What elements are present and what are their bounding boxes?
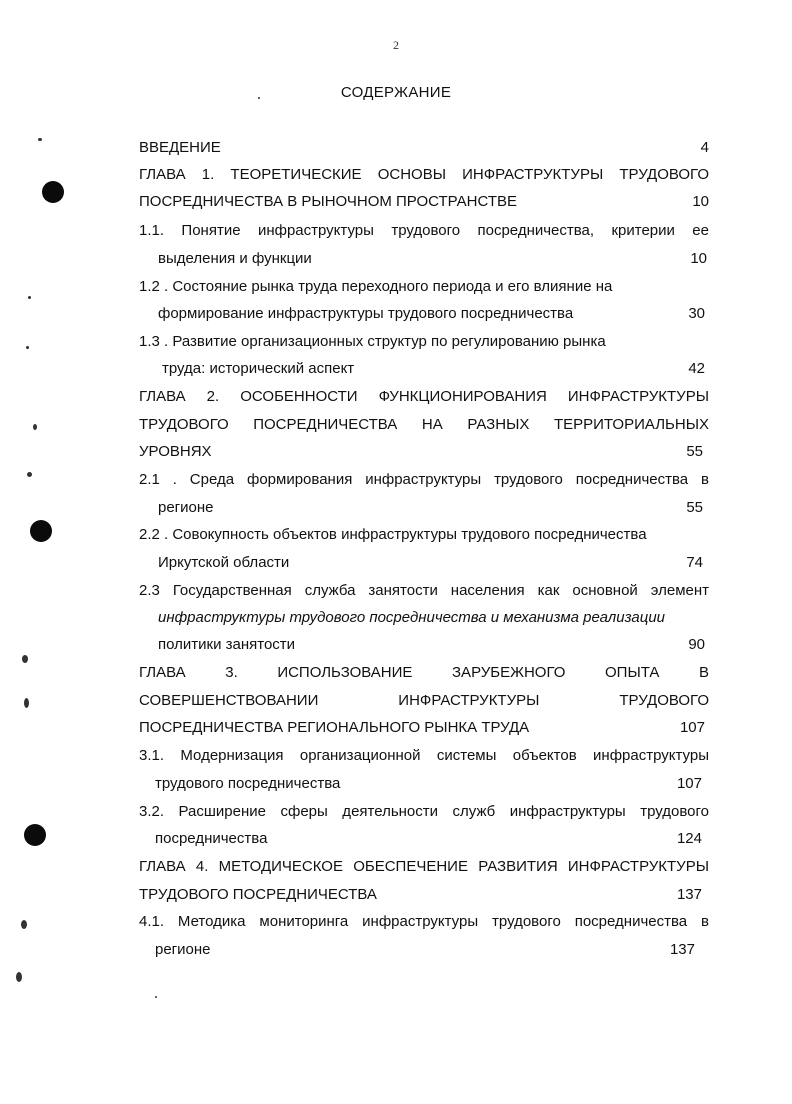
toc-page-section-3-2: 124 (676, 830, 702, 847)
toc-page-section-2-2: 74 (686, 554, 703, 571)
toc-section-2-3-line-3: политики занятости (158, 636, 296, 653)
toc-page-section-4-1: 137 (669, 941, 695, 958)
toc-chapter-3-line-1: ГЛАВА 3. ИСПОЛЬЗОВАНИЕ ЗАРУБЕЖНОГО ОПЫТА В (139, 664, 709, 681)
toc-page-chapter-3: 107 (679, 719, 705, 736)
toc-section-3-2-line-1: 3.2. Расширение сферы деятельности служб инфраструктуры трудового (139, 803, 709, 820)
toc-chapter-3-line-3: ПОСРЕДНИЧЕСТВА РЕГИОНАЛЬНОГО РЫНКА ТРУДА (139, 719, 530, 736)
toc-chapter-2-line-2: ТРУДОВОГО ПОСРЕДНИЧЕСТВА НА РАЗНЫХ ТЕРРИТОРИАЛЬНЫХ (139, 416, 709, 433)
toc-section-1-1-line-2: выделения и функции (158, 250, 312, 267)
toc-section-2-2-line-2: Иркутской области (158, 554, 290, 571)
toc-chapter-1-line-2: ПОСРЕДНИЧЕСТВА В РЫНОЧНОМ ПРОСТРАНСТВЕ (139, 193, 517, 210)
toc-page-section-2-3: 90 (688, 636, 705, 653)
toc-chapter-4-line-1: ГЛАВА 4. МЕТОДИЧЕСКОЕ ОБЕСПЕЧЕНИЕ РАЗВИТИЯ ИНФРАСТРУКТУРЫ (139, 858, 709, 875)
toc-page-section-3-1: 107 (676, 775, 702, 792)
toc-section-1-3-line-2: труда: исторический аспект (162, 360, 355, 377)
toc-section-2-1-line-1: 2.1 . Среда формирования инфраструктуры трудового посредничества в (139, 471, 709, 488)
toc-section-1-2-line-1: 1.2 . Состояние рынка труда переходного периода и его влияние на (139, 278, 613, 295)
toc-section-1-1-line-1: 1.1. Понятие инфраструктуры трудового посредничества, критерии ее (139, 222, 709, 239)
toc-section-3-2-line-2: посредничества (155, 830, 268, 847)
page-number: 2 (393, 38, 399, 52)
toc-page-section-1-1: 10 (690, 250, 707, 267)
toc-entry-intro: ВВЕДЕНИЕ (139, 139, 221, 156)
toc-chapter-2-line-1: ГЛАВА 2. ОСОБЕННОСТИ ФУНКЦИОНИРОВАНИЯ ИНФРАСТРУКТУРЫ (139, 388, 709, 405)
toc-section-3-1-line-1: 3.1. Модернизация организационной системы объектов инфраструктуры (139, 747, 709, 764)
toc-section-1-3-line-1: 1.3 . Развитие организационных структур по регулированию рынка (139, 333, 606, 350)
toc-section-4-1-line-2: регионе (155, 941, 211, 958)
toc-section-2-3-line-2: инфраструктуры трудового посредничества и механизма реализации (158, 609, 666, 626)
toc-section-4-1-line-1: 4.1. Методика мониторинга инфраструктуры трудового посредничества в (139, 913, 709, 930)
toc-page-section-1-2: 30 (688, 305, 705, 322)
page-title: СОДЕРЖАНИЕ (340, 84, 452, 101)
toc-section-2-2-line-1: 2.2 . Совокупность объектов инфраструктуры трудового посредничества (139, 526, 647, 543)
toc-page-chapter-1: 10 (692, 193, 709, 210)
toc-section-2-3-line-1: 2.3 Государственная служба занятости населения как основной элемент (139, 582, 709, 599)
toc-page-section-1-3: 42 (688, 360, 705, 377)
toc-chapter-4-line-2: ТРУДОВОГО ПОСРЕДНИЧЕСТВА (139, 886, 377, 903)
toc-chapter-2-line-3: УРОВНЯХ (139, 443, 212, 460)
toc-section-1-2-line-2: формирование инфраструктуры трудового посредничества (158, 305, 574, 322)
toc-chapter-3-line-2: СОВЕРШЕНСТВОВАНИИ ИНФРАСТРУКТУРЫ ТРУДОВОГО (139, 692, 709, 709)
toc-chapter-1-line-1: ГЛАВА 1. ТЕОРЕТИЧЕСКИЕ ОСНОВЫ ИНФРАСТРУКТУРЫ ТРУДОВОГО (139, 166, 709, 183)
toc-page-chapter-4: 137 (676, 886, 702, 903)
toc-page-section-2-1: 55 (686, 499, 703, 516)
toc-page-chapter-2: 55 (686, 443, 703, 460)
toc-section-2-1-line-2: регионе (158, 499, 214, 516)
toc-section-3-1-line-2: трудового посредничества (155, 775, 341, 792)
toc-page-intro: 4 (700, 139, 709, 156)
